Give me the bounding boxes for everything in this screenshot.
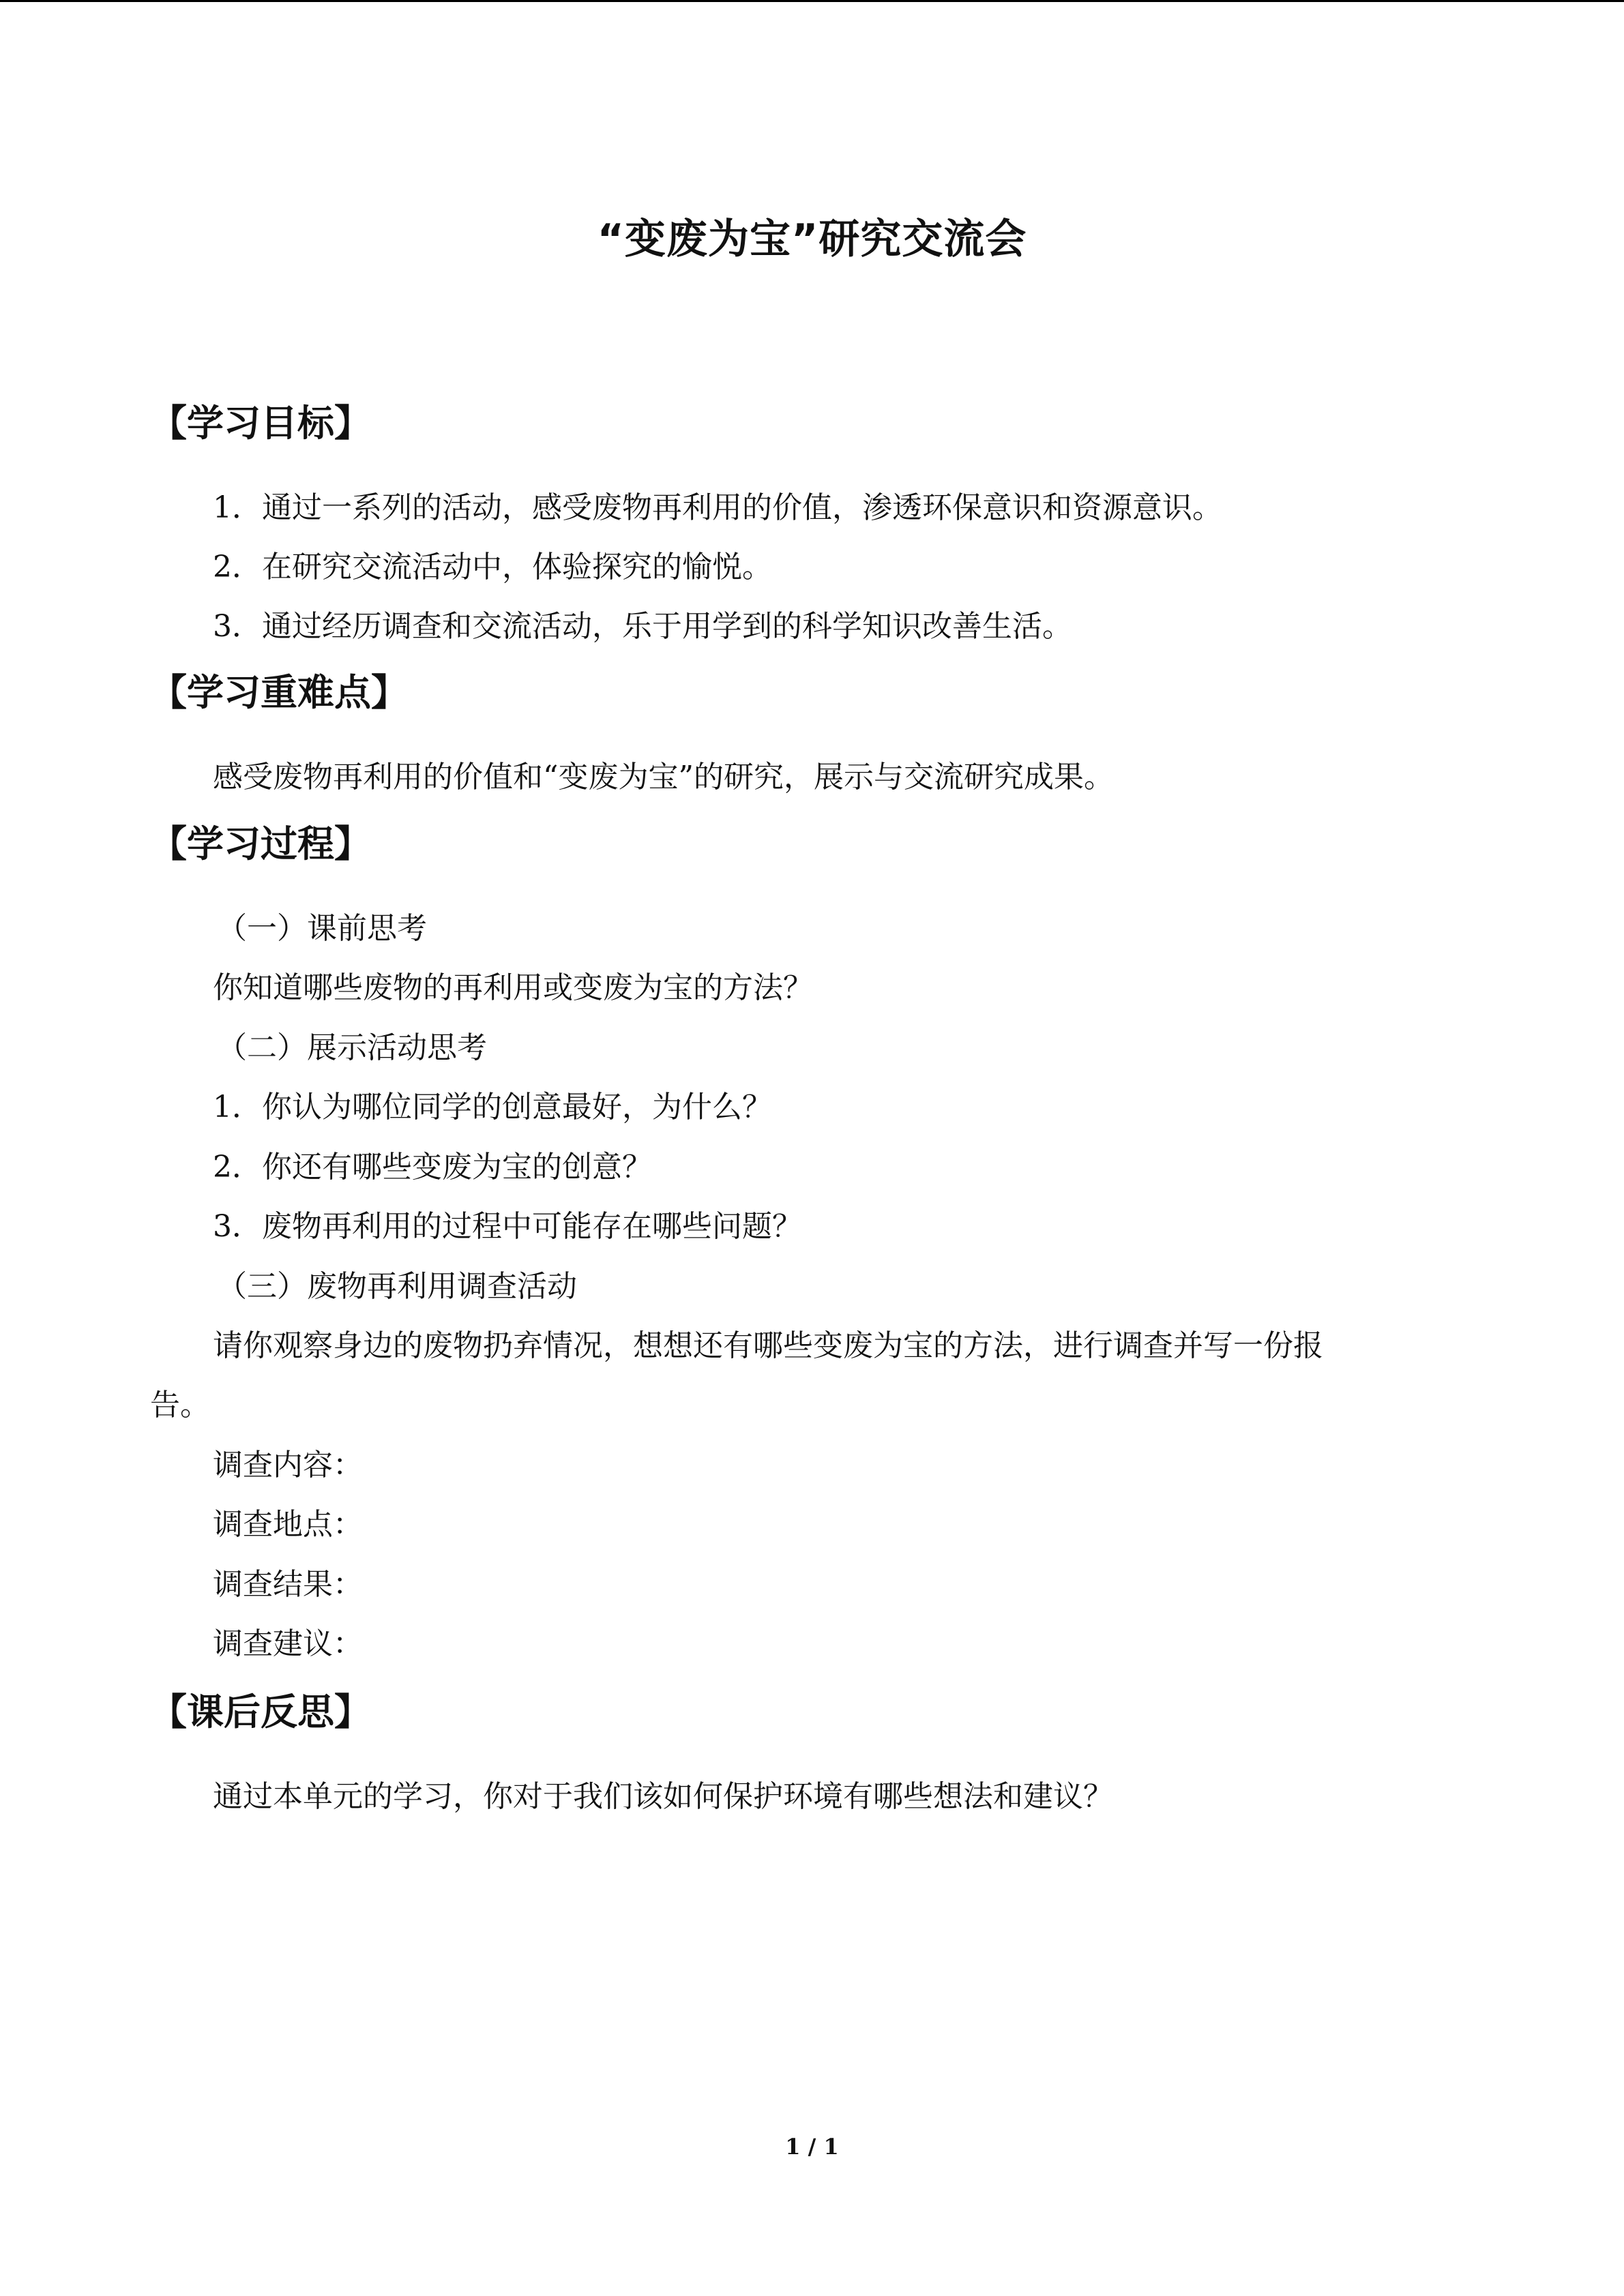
document-title: “变废为宝”研究交流会 (597, 215, 1027, 263)
reflection-heading: 【课后反思】 (150, 1690, 371, 1733)
process-heading: 【学习过程】 (150, 822, 371, 865)
survey-field-suggestion: 调查建议： (213, 1626, 363, 1661)
objective-item-3: 3．通过经历调查和交流活动，乐于用学到的科学知识改善生活。 (213, 609, 1072, 644)
part2-item-1: 1．你认为哪位同学的创意最好，为什么？ (213, 1090, 772, 1124)
part1-title: （一）课前思考 (217, 911, 427, 946)
page-number: 1 / 1 (785, 2134, 839, 2160)
objectives-heading: 【学习目标】 (150, 402, 371, 445)
survey-field-content: 调查内容： (213, 1448, 363, 1482)
part3-title: （三）废物再利用调查活动 (217, 1269, 577, 1304)
part3-instruction-line-2: 告。 (150, 1388, 210, 1422)
part1-question: 你知道哪些废物的再利用或变废为宝的方法？ (213, 970, 813, 1005)
reflection-text: 通过本单元的学习，你对于我们该如何保护环境有哪些想法和建议？ (213, 1779, 1113, 1814)
survey-field-result: 调查结果： (213, 1567, 363, 1602)
part2-item-3: 3．废物再利用的过程中可能存在哪些问题？ (213, 1209, 802, 1244)
key-points-text: 感受废物再利用的价值和“变废为宝”的研究，展示与交流研究成果。 (213, 760, 1114, 794)
part2-title: （二）展示活动思考 (217, 1030, 487, 1065)
survey-field-location: 调查地点： (213, 1507, 363, 1542)
objective-item-2: 2．在研究交流活动中，体验探究的愉悦。 (213, 550, 772, 584)
objective-item-1: 1．通过一系列的活动，感受废物再利用的价值，渗透环保意识和资源意识。 (213, 490, 1222, 525)
part3-instruction-line-1: 请你观察身边的废物扔弃情况，想想还有哪些变废为宝的方法，进行调查并写一份报 (213, 1328, 1323, 1363)
part2-item-2: 2．你还有哪些变废为宝的创意？ (213, 1150, 652, 1184)
key-points-heading: 【学习重难点】 (150, 671, 408, 714)
